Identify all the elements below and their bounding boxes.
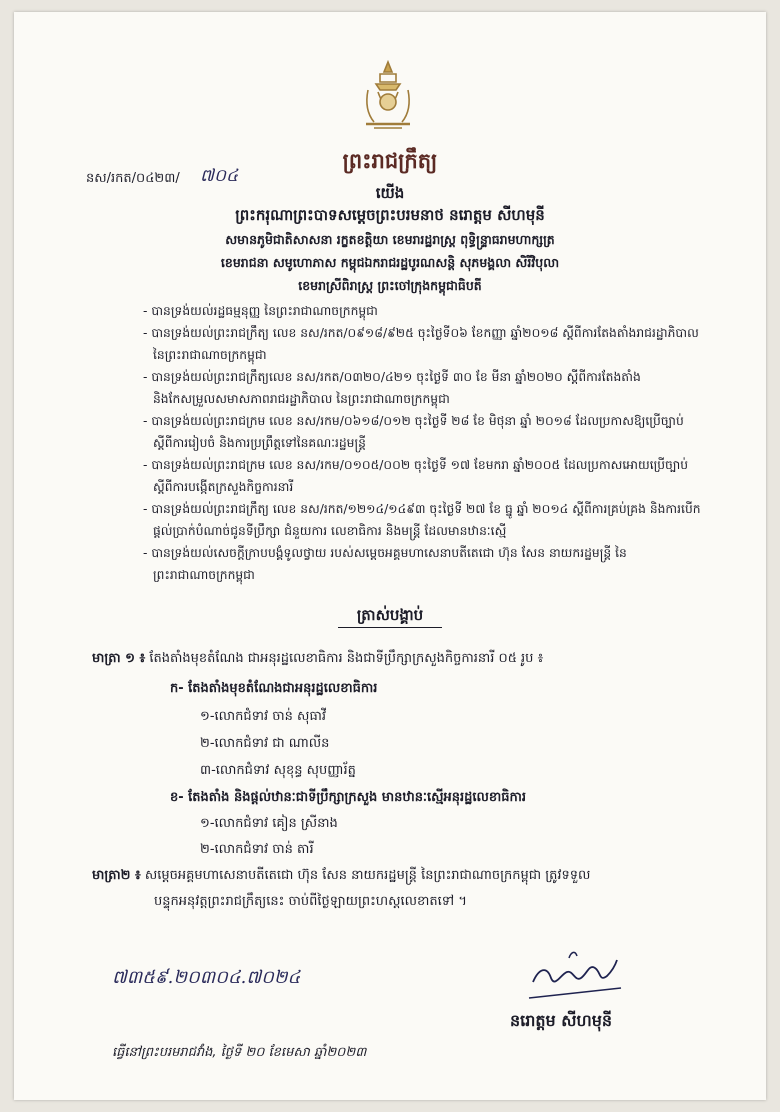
article-2 — [92, 867, 590, 886]
appointee-name: ១-លោកជំទាវ គៀន ស្រីនាង — [200, 816, 338, 831]
section-title: ត្រាស់បង្គាប់ — [356, 606, 424, 624]
header-line-1: យើង — [375, 184, 405, 202]
preamble-item: - បានទ្រង់យល់ព្រះរាជក្រឹត្យ លេខ នស/រកត/១២១៤/១៤៩៣ ចុះថ្ងៃទី ២៧ ខែ ធ្នូ ឆ្នាំ ២០១៤ ស្តីពីការគ្រប់គ្រង និងការបើកផ្តល់ប្រាក់បំណាច់ជូនទីប្រឹក្សា ជំនួយការ លេខាធិការ និងមន្ត្រី ដែលមានឋានៈស្មើ — [143, 502, 701, 538]
header-line-4: ខេមរាជនា សមូហោភាស កម្ពុជឯករាជរដ្ឋបូរណសន្តិ សុភមង្គលា សិរីវិបុលា — [220, 255, 560, 270]
appointee-name: ១-លោកជំទាវ ចាន់ សុធាវី — [200, 709, 326, 724]
appointee-name: ៣-លោកជំទាវ សុខុន្ធ សុបញ្ញារ័ត្ន — [200, 763, 356, 778]
article-2-line-1: សម្តេចអគ្គមហាសេនាបតីតេជោ ហ៊ុន សែន នាយករដ្ឋមន្ត្រី នៃព្រះរាជាណាចក្រកម្ពុជា ត្រូវទទួល — [144, 868, 591, 883]
issue-place-date: ធ្វើនៅព្រះបរមរាជវាំង, ថ្ងៃទី ២០ ខែមេសា ឆ្នាំ២០២៣ — [112, 1045, 367, 1060]
preamble-item: - បានទ្រង់យល់សេចក្តីក្រាបបង្គំទូលថ្វាយ របស់សម្តេចអគ្គមហាសេនាបតីតេជោ ហ៊ុន សែន នាយករដ្ឋមន្ត្រី នៃ ព្រះរាជាណាចក្រកម្ពុជា — [143, 546, 627, 582]
article-1-sub-b: ខ- តែងតាំង និងផ្តល់ឋានៈជាទីប្រឹក្សាក្រសួង មានឋានៈស្មើអនុរដ្ឋលេខាធិការ — [170, 790, 527, 805]
preamble-item: - បានទ្រង់យល់ព្រះរាជក្រឹត្យលេខ នស/រកត/០៣២០/៤២១ ចុះថ្ងៃទី ៣០ ខែ មីនា ឆ្នាំ២០២០ ស្តីពីការតែងតាំង និងកែសម្រួលសមាសភាពរាជរដ្ឋាភិបាល នៃព្រះរាជាណាចក្រកម្ពុជា — [143, 370, 641, 406]
preamble-item: - បានទ្រង់យល់ព្រះរាជក្រម លេខ នស/រកម/០១០៥/០០២ ចុះថ្ងៃទី ១៧ ខែមករា ឆ្នាំ២០០៥ ដែលប្រកាសអោយប្រើច្បាប់ស្តីពីការបង្កើតក្រសួងកិច្ចការនារី — [143, 458, 689, 494]
signatory-name: នរោត្តម សីហមុនី — [510, 1011, 613, 1030]
article-2-line-2: បន្ទុកអនុវត្តព្រះរាជក្រឹត្យនេះ ចាប់ពីថ្ងៃឡាយព្រះហស្តលេខាតទៅ ។ — [154, 894, 467, 909]
article-1 — [92, 650, 543, 669]
royal-arms-emblem-icon — [356, 60, 420, 132]
handwritten-date: ៧៣៥៩.២០៣០៤.៧០២៤ — [112, 967, 301, 988]
header-line-3: សមានភូមិជាតិសាសនា រក្ខតខត្តិយា ខេមរារដ្ឋរាស្ត្រ ពុទ្ធិន្ទ្រាធរាមហាក្សត្រ — [225, 232, 555, 247]
appointee-name: ២-លោកជំទាវ ជា ណាលីន — [200, 736, 330, 751]
document-title: ព្រះរាជក្រឹត្យ — [342, 149, 438, 173]
article-1-text: តែងតាំងមុខតំណែង ជាអនុរដ្ឋលេខាធិការ និងជាទីប្រឹក្សាក្រសួងកិច្ចការនារី ០៥ រូប ៖ — [149, 651, 544, 666]
header-line-5: ខេមរាស្រីពិរាស្ត្រ ព្រះចៅក្រុងកម្ពុជាធិបតី — [298, 278, 482, 293]
header-line-2: ព្រះករុណាព្រះបាទសម្តេចព្រះបរមនាថ នរោត្តម សីហមុនី — [235, 206, 545, 224]
section-underline — [338, 627, 442, 628]
article-1-sub-a: ក- តែងតាំងមុខតំណែងជាអនុរដ្ឋលេខាធិការ — [170, 681, 378, 696]
preamble-item: - បានទ្រង់យល់រដ្ឋធម្មនុញ្ញ នៃព្រះរាជាណាចក្រកម្ពុជា — [143, 304, 378, 318]
reference-number: នស/រកត/០៤២៣/ — [86, 171, 180, 186]
preamble-list — [143, 300, 703, 586]
preamble-item: - បានទ្រង់យល់ព្រះរាជក្រម លេខ នស/រកម/០៦១៨/០១២ ចុះថ្ងៃទី ២៨ ខែ មិថុនា ឆ្នាំ ២០១៨ ដែលប្រកាសឱ្យប្រើច្បាប់ស្តីពីការរៀបចំ និងការប្រព្រឹត្តទៅនៃគណៈរដ្ឋមន្ត្រី — [143, 414, 684, 450]
appointee-name: ២-លោកជំទាវ ចាន់ តារី — [200, 842, 314, 857]
reference-handwritten: ៧០៤ — [200, 166, 239, 186]
article-2-label: មាត្រា២ ៖ — [92, 868, 141, 883]
article-1-label: មាត្រា ១ ៖ — [92, 651, 146, 666]
signature-icon — [525, 938, 625, 1008]
preamble-item: - បានទ្រង់យល់ព្រះរាជក្រឹត្យ លេខ នស/រកត/០៩១៨/៩២៥ ចុះថ្ងៃទី០៦ ខែកញ្ញា ឆ្នាំ២០១៨ ស្តីពីការតែងតាំងរាជរដ្ឋាភិបាល នៃព្រះរាជាណាចក្រកម្ពុជា — [143, 326, 699, 362]
